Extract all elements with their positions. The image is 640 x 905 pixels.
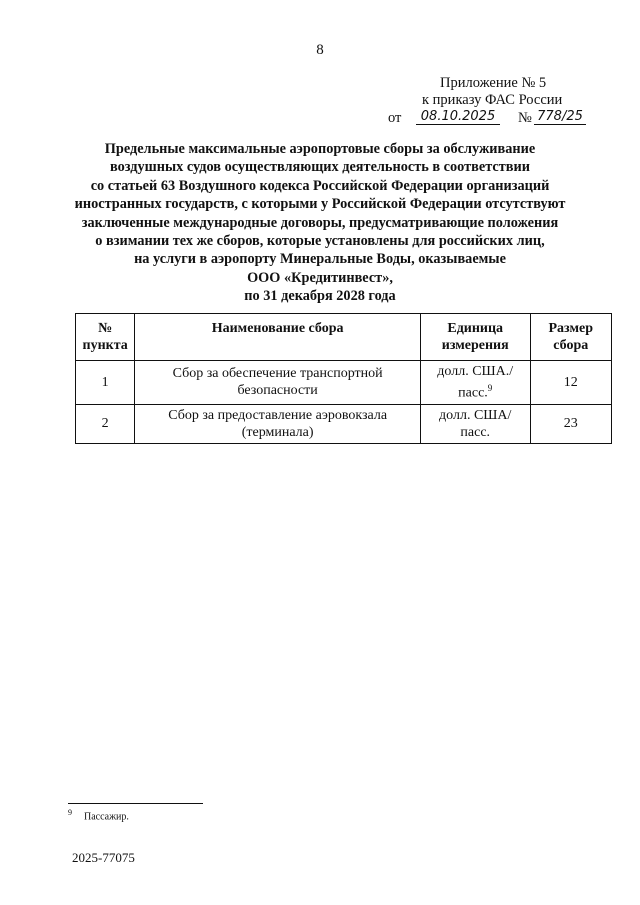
title-line: на услуги в аэропорту Минеральные Воды, оказываемые	[134, 251, 506, 268]
title-line: ООО «Кредитинвест»,	[247, 269, 393, 286]
title-line: воздушных судов осуществляющих деятельность в соответствии	[110, 159, 530, 176]
order-number: 778/25	[534, 109, 586, 125]
title-line: Предельные максимальные аэропортовые сборы за обслуживание	[104, 141, 536, 157]
footnote	[68, 808, 129, 822]
footnote-text: Пассажир.	[84, 811, 129, 823]
page-number: 8	[316, 42, 324, 58]
header-size: Размер сбора	[530, 314, 611, 361]
number-label: №	[518, 110, 532, 126]
row-size: 23	[530, 404, 611, 443]
table-row	[76, 361, 612, 405]
row-unit: долл. США/ пасс.	[420, 404, 530, 443]
footnote-divider	[68, 803, 203, 804]
table-header-row	[76, 314, 612, 361]
footnote-ref: 9	[487, 383, 493, 393]
row-num: 2	[76, 404, 135, 443]
fees-table	[75, 313, 612, 444]
appendix-header	[388, 75, 600, 129]
order-date: 08.10.2025	[416, 109, 500, 125]
header-num: № пункта	[76, 314, 135, 361]
title-line: по 31 декабря 2028 года	[244, 288, 396, 305]
row-num: 1	[76, 361, 135, 405]
row-name: Сбор за обеспечение транспортной безопасности	[135, 361, 421, 405]
appendix-order-ref: к приказу ФАС России	[422, 92, 563, 108]
title-line: иностранных государств, с которыми у Российской Федерации отсутствуют	[74, 196, 566, 213]
title-line: со статьей 63 Воздушного кодекса Российской Федерации организаций	[90, 177, 550, 194]
footnote-marker: 9	[68, 808, 72, 817]
appendix-title: Приложение № 5	[440, 75, 547, 91]
from-label: от	[388, 110, 402, 126]
table-row	[76, 404, 612, 443]
row-size: 12	[530, 361, 611, 405]
header-name: Наименование сбора	[135, 314, 421, 361]
row-unit: долл. США./ пасс.$^9$	[420, 361, 530, 405]
header-unit: Единица измерения	[420, 314, 530, 361]
title-line: о взимании тех же сборов, которые установлены для российских лиц,	[95, 233, 545, 250]
title-line: заключенные международные договоры, предусматривающие положения	[81, 214, 559, 231]
document-title	[60, 140, 580, 306]
row-name: Сбор за предоставление аэровокзала (терминала)	[135, 404, 421, 443]
document-id: 2025-77075	[72, 850, 135, 865]
appendix-date-number	[388, 109, 600, 129]
